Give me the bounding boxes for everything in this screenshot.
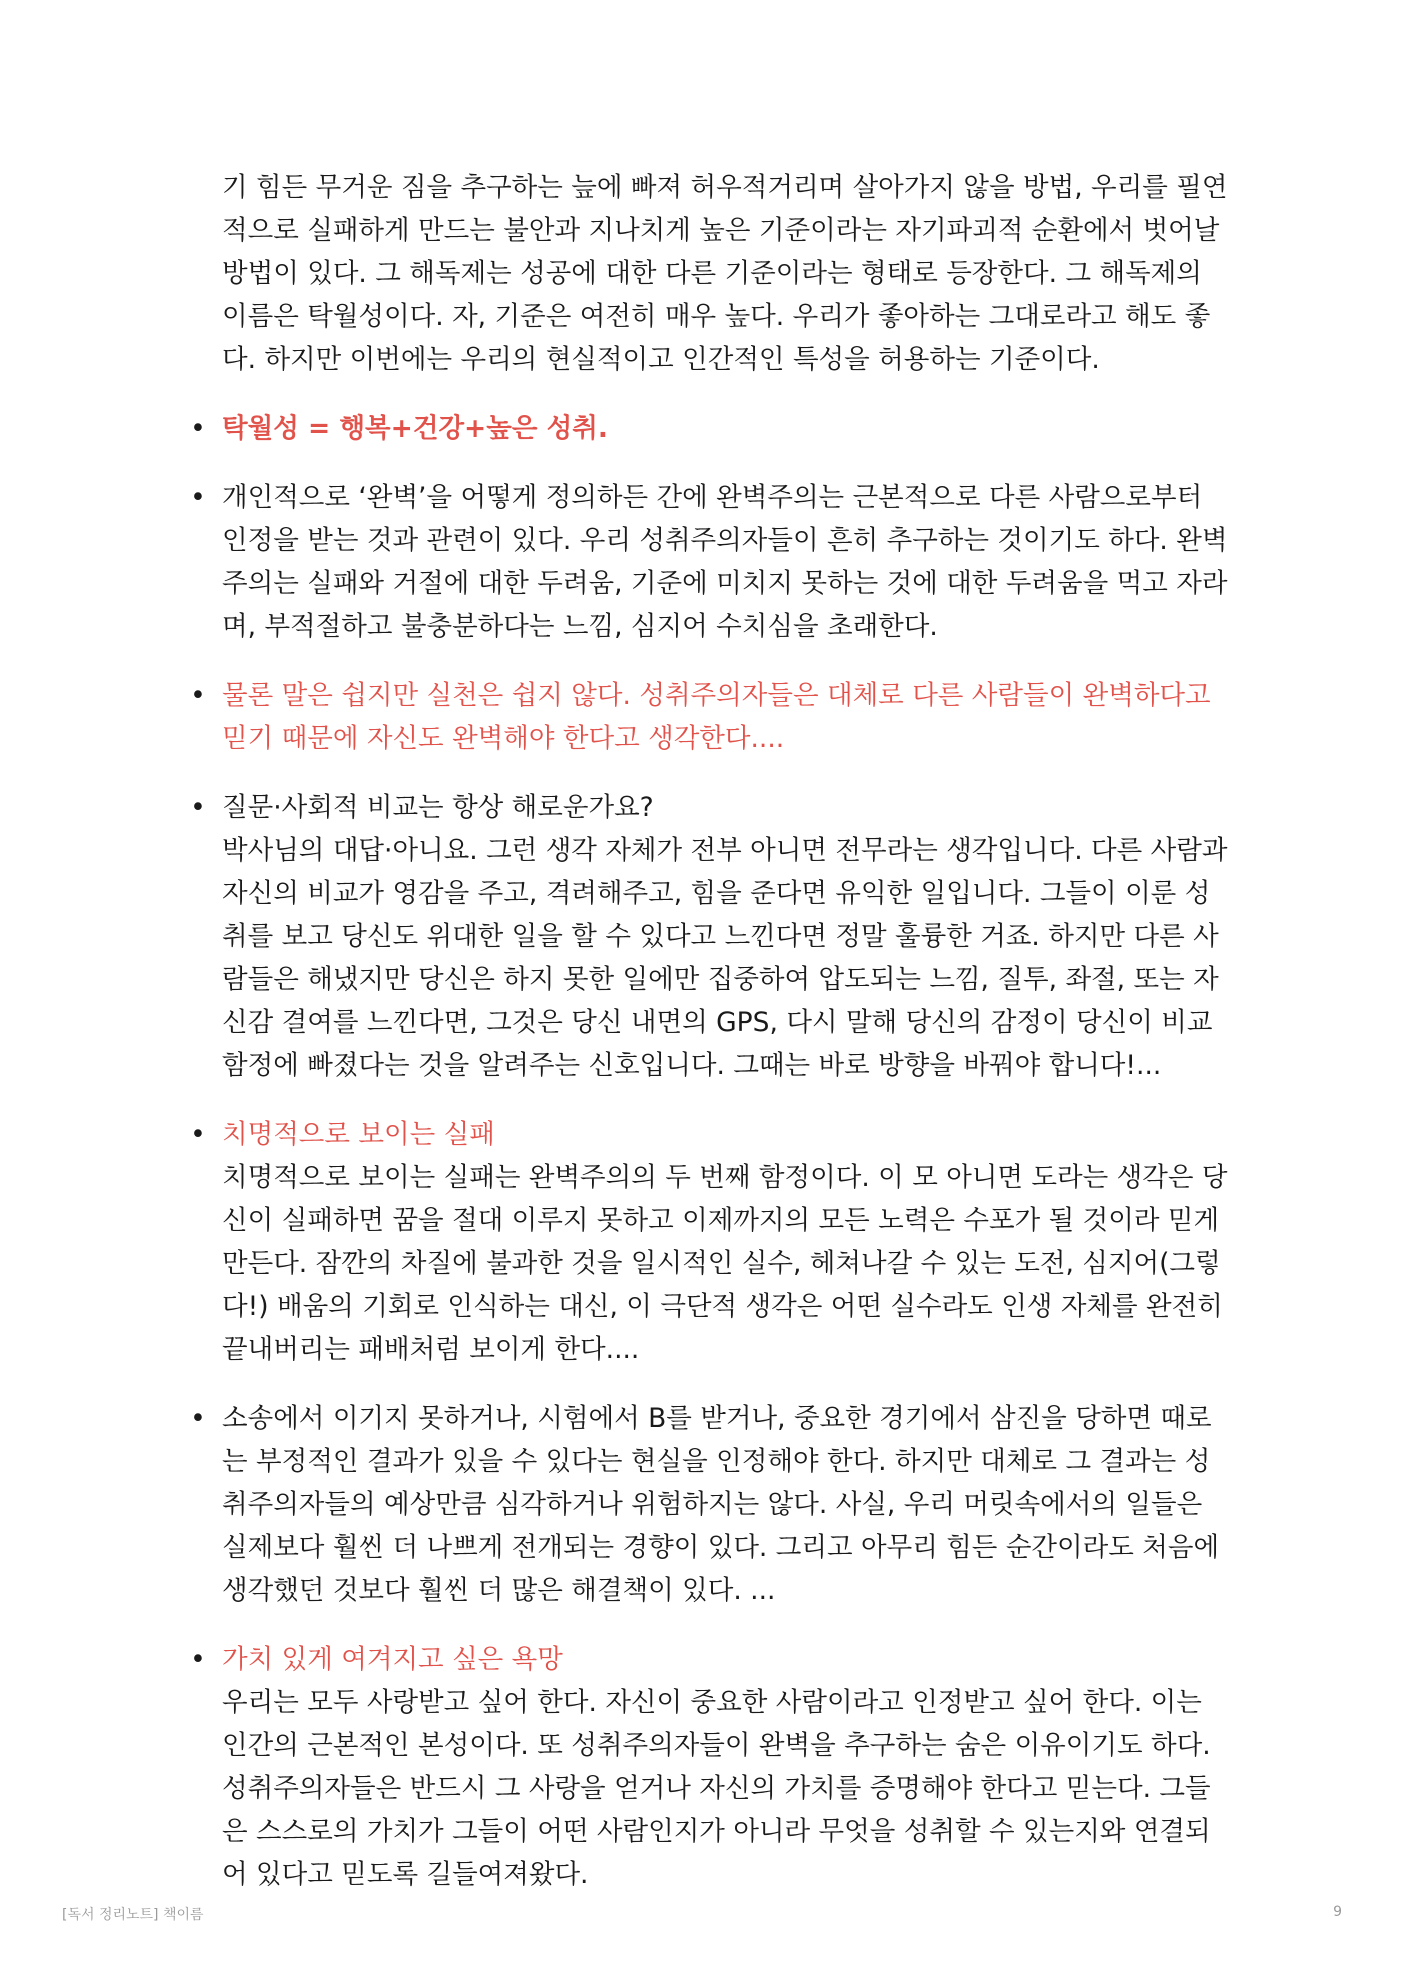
highlight-line: 물론 말은 쉽지만 실천은 쉽지 않다. 성취주의자들은 대체로 다른 사람들이 완벽하다고: [222, 680, 1211, 711]
bullet-item-qa: [190, 786, 1242, 1087]
text-line: 끝내버리는 패배처럼 보이게 한다....: [222, 1334, 640, 1365]
section-heading: 치명적으로 보이는 실패: [222, 1119, 495, 1150]
bullet-dot-icon: •: [190, 413, 206, 444]
page-number: 9: [1333, 1904, 1342, 1920]
page-content: [190, 166, 1242, 1922]
bullet-item-perfectionism: [190, 476, 1242, 648]
bullet-dot-icon: •: [190, 1119, 206, 1150]
text-line: 실제보다 훨씬 더 나쁘게 전개되는 경향이 있다. 그리고 아무리 힘든 순간이라도 처음에: [222, 1532, 1220, 1563]
excellence-definition: 탁월성 = 행복+건강+높은 성취.: [222, 413, 608, 444]
intro-paragraph: [222, 166, 1242, 381]
answer-line: 자신의 비교가 영감을 주고, 격려해주고, 힘을 준다면 유익한 일입니다. 그들이 이룬 성: [222, 878, 1211, 909]
bullet-item-reality: [190, 1397, 1242, 1612]
bullet-dot-icon: •: [190, 482, 206, 513]
text-line: 며, 부적절하고 불충분하다는 느낌, 심지어 수치심을 초래한다.: [222, 611, 938, 642]
answer-line: 함정에 빠졌다는 것을 알려주는 신호입니다. 그때는 바로 방향을 바꿔야 합니다!...: [222, 1050, 1162, 1081]
text-line: 기 힘든 무거운 짐을 추구하는 늪에 빠져 허우적거리며 살아가지 않을 방법, 우리를 필연: [222, 172, 1228, 203]
text-line: 적으로 실패하게 만드는 불안과 지나치게 높은 기준이라는 자기파괴적 순환에서 벗어날: [222, 215, 1220, 246]
text-line: 다!) 배움의 기회로 인식하는 대신, 이 극단적 생각은 어떤 실수라도 인생 자체를 완전히: [222, 1291, 1223, 1322]
highlight-line: 믿기 때문에 자신도 완벽해야 한다고 생각한다....: [222, 723, 785, 754]
text-line: 인정을 받는 것과 관련이 있다. 우리 성취주의자들이 흔히 추구하는 것이기도 하다. 완벽: [222, 525, 1228, 556]
text-line: 어 있다고 믿도록 길들여져왔다.: [222, 1859, 589, 1890]
text-line: 주의는 실패와 거절에 대한 두려움, 기준에 미치지 못하는 것에 대한 두려움을 먹고 자라: [222, 568, 1228, 599]
text-line: 생각했던 것보다 훨씬 더 많은 해결책이 있다. ...: [222, 1575, 776, 1606]
text-line: 인간의 근본적인 본성이다. 또 성취주의자들이 완벽을 추구하는 숨은 이유이기도 하다.: [222, 1730, 1211, 1761]
bullet-dot-icon: •: [190, 1403, 206, 1434]
bullet-item-excellence: [190, 407, 1242, 450]
answer-line: 람들은 해냈지만 당신은 하지 못한 일에만 집중하여 압도되는 느낌, 질투, 좌절, 또는 자: [222, 964, 1219, 995]
text-line: 우리는 모두 사랑받고 싶어 한다. 자신이 중요한 사람이라고 인정받고 싶어 한다. 이는: [222, 1687, 1202, 1718]
answer-line: 박사님의 대답·아니요. 그런 생각 자체가 전부 아니면 전무라는 생각입니다. 다른 사람과: [222, 835, 1228, 866]
footer-title: [독서 정리노트] 책이름: [62, 1907, 204, 1923]
question-line: 질문·사회적 비교는 항상 해로운가요?: [222, 792, 654, 823]
text-line: 취주의자들의 예상만큼 심각하거나 위험하지는 않다. 사실, 우리 머릿속에서의 일들은: [222, 1489, 1203, 1520]
text-line: 성취주의자들은 반드시 그 사랑을 얻거나 자신의 가치를 증명해야 한다고 믿는다. 그들: [222, 1773, 1211, 1804]
bullet-dot-icon: •: [190, 1644, 206, 1675]
text-line: 다. 하지만 이번에는 우리의 현실적이고 인간적인 특성을 허용하는 기준이다.: [222, 344, 1100, 375]
section-heading: 가치 있게 여겨지고 싶은 욕망: [222, 1644, 563, 1675]
text-line: 만든다. 잠깐의 차질에 불과한 것을 일시적인 실수, 헤쳐나갈 수 있는 도전, 심지어(그렇: [222, 1248, 1221, 1279]
text-line: 는 부정적인 결과가 있을 수 있다는 현실을 인정해야 한다. 하지만 대체로 그 결과는 성: [222, 1446, 1211, 1477]
answer-line: 신감 결여를 느낀다면, 그것은 당신 내면의 GPS, 다시 말해 당신의 감정이 당신이 비교: [222, 1007, 1213, 1038]
text-line: 방법이 있다. 그 해독제는 성공에 대한 다른 기준이라는 형태로 등장한다. 그 해독제의: [222, 258, 1202, 289]
bullet-item-fatal-failure: [190, 1113, 1242, 1371]
bullet-dot-icon: •: [190, 792, 206, 823]
answer-line: 취를 보고 당신도 위대한 일을 할 수 있다고 느낀다면 정말 훌륭한 거죠. 하지만 다른 사: [222, 921, 1219, 952]
bullet-item-easier-said: [190, 674, 1242, 760]
text-line: 은 스스로의 가치가 그들이 어떤 사람인지가 아니라 무엇을 성취할 수 있는지와 연결되: [222, 1816, 1211, 1847]
bullet-dot-icon: •: [190, 680, 206, 711]
text-line: 신이 실패하면 꿈을 절대 이루지 못하고 이제까지의 모든 노력은 수포가 될 것이라 믿게: [222, 1205, 1220, 1236]
text-line: 치명적으로 보이는 실패는 완벽주의의 두 번째 함정이다. 이 모 아니면 도라는 생각은 당: [222, 1162, 1228, 1193]
bullet-item-desire-to-be-valued: [190, 1638, 1242, 1896]
text-line: 소송에서 이기지 못하거나, 시험에서 B를 받거나, 중요한 경기에서 삼진을 당하면 때로: [222, 1403, 1212, 1434]
text-line: 이름은 탁월성이다. 자, 기준은 여전히 매우 높다. 우리가 좋아하는 그대로라고 해도 좋: [222, 301, 1211, 332]
text-line: 개인적으로 ‘완벽’을 어떻게 정의하든 간에 완벽주의는 근본적으로 다른 사람으로부터: [222, 482, 1203, 513]
